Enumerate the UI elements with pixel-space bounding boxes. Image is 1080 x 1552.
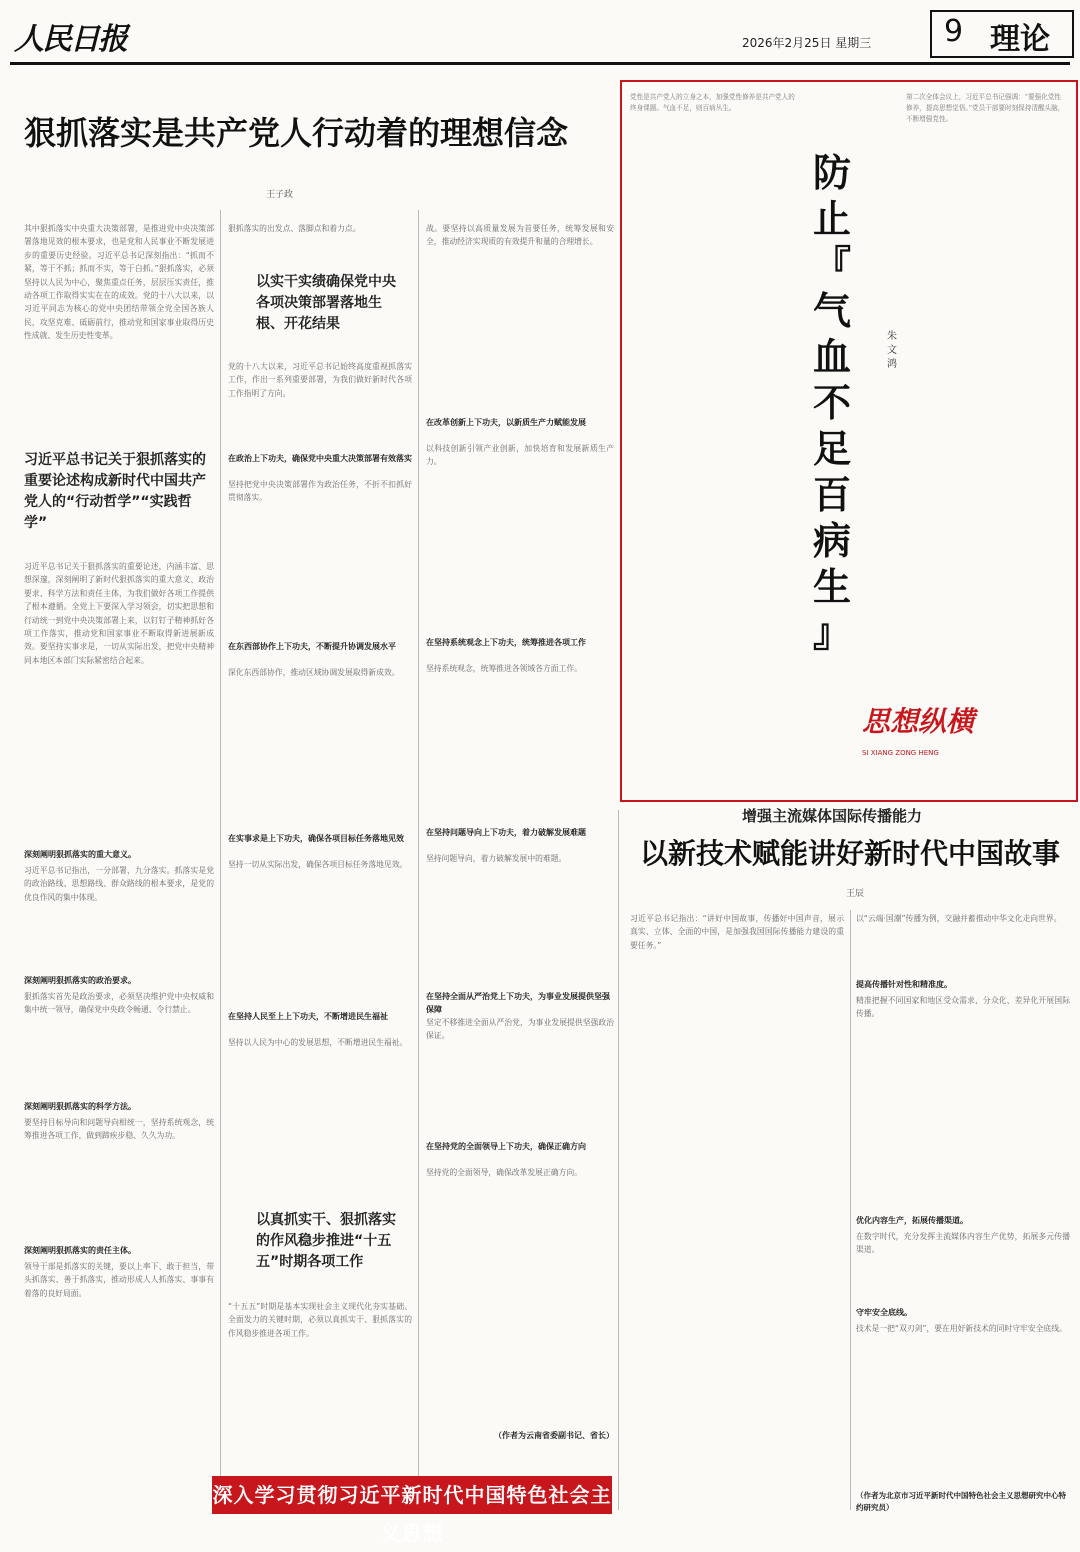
paragraph-head: 在政治上下功夫，确保党中央重大决策部署有效落实 bbox=[228, 454, 412, 463]
issue-date: 2026年2月25日 星期三 bbox=[742, 36, 872, 50]
main-article-body-block bbox=[24, 864, 214, 964]
lead-subhead: 以真抓实干、狠抓落实的作风稳步推进“十五五”时期各项工作 bbox=[256, 1212, 396, 1270]
title-char: 防 bbox=[812, 150, 851, 195]
title-char: 血 bbox=[812, 334, 851, 379]
title-char: 止 bbox=[812, 196, 851, 241]
body-text-filler: 坚持把党中央决策部署作为政治任务，不折不扣抓好贯彻落实。 bbox=[228, 480, 412, 503]
main-article-body-block bbox=[228, 1036, 412, 1186]
body-text-filler: 深化东西部协作，推动区域协调发展取得新成效。 bbox=[228, 668, 400, 677]
main-article-body-block bbox=[24, 560, 214, 840]
main-article-body-block bbox=[426, 852, 614, 982]
body-text-filler: 坚定不移推进全面从严治党，为事业发展提供坚强政治保证。 bbox=[426, 1018, 614, 1041]
body-text-filler: 以“云端·国潮”传播为例，交融并蓄推动中华文化走向世界。 bbox=[856, 914, 1062, 923]
main-article-body-block bbox=[228, 666, 412, 826]
newspaper-logo: 人民日报 bbox=[14, 22, 126, 57]
title-char: 不 bbox=[812, 380, 851, 425]
main-article-body-block bbox=[426, 442, 614, 632]
author-char: 朱 bbox=[887, 331, 897, 342]
masthead-rule bbox=[10, 62, 1070, 65]
body-text-filler: 习近平总书记关于狠抓落实的重要论述，内涵丰富、思想深邃，深刻阐明了新时代狠抓落实的重大意义、政治要求、科学方法和责任主体，为我们做好各项工作提供了根本遵循。全党上下要深入学习领会，切实把思想和行动统一到党中央决策部署上来，以钉钉子精神抓好各项工作落实，推动党和国家事业不断取得新进展新成效。要坚持实事求是，一切从实际出发，把党中央精神同本地区本部门实际紧密结合起来。 bbox=[24, 562, 214, 665]
title-char: 生 bbox=[812, 564, 851, 609]
body-text-filler: 第二次全体会议上，习近平总书记强调：“要强化党性修养，提高思想觉悟。”党员干部要时刻保持清醒头脑，不断增强党性。 bbox=[906, 93, 1065, 123]
paragraph-head: 深刻阐明狠抓落实的科学方法。 bbox=[24, 1102, 136, 1111]
column-article-body bbox=[906, 92, 1066, 692]
paragraph-head: 深刻阐明狠抓落实的重大意义。 bbox=[24, 850, 136, 859]
body-text-filler: 其中狠抓落实中央重大决策部署，是推进党中央决策部署落地见效的根本要求，也是党和人民事业不断发展进步的重要历史经验。习近平总书记深刻指出：“抓而不紧，等于不抓；抓而不实，等于白抓。”狠抓落实，必须坚持以人民为中心，聚焦重点任务，层层压实责任，推动各项工作取得实实在在的成效。党的十八大以来，以习近平同志为核心的党中央团结带领全党全国各族人民，攻坚克难、砥砺前行，推动党和国家事业取得历史性成就、发生历史性变革。 bbox=[24, 224, 214, 341]
paragraph-head: 在坚持党的全面领导上下功夫，确保正确方向 bbox=[426, 1142, 586, 1151]
second-article-title: 以新技术赋能讲好新时代中国故事 bbox=[639, 837, 1060, 870]
page-section-name: 理论 bbox=[990, 22, 1050, 57]
main-article-body-block bbox=[24, 1116, 214, 1232]
second-article-author: 王辰 bbox=[846, 889, 865, 899]
body-text-filler: 技术是一把“双刃剑”，要在用好新技术的同时守牢安全底线。 bbox=[856, 1324, 1067, 1333]
main-article-body-block bbox=[24, 1260, 214, 1510]
title-char: 』 bbox=[812, 610, 851, 655]
author-char: 鸿 bbox=[887, 359, 897, 370]
body-text-filler: 狠抓落实的出发点、落脚点和着力点。 bbox=[228, 224, 361, 233]
main-article-author: 王子政 bbox=[266, 190, 294, 200]
second-article-body bbox=[856, 1322, 1070, 1482]
main-article-body-block bbox=[24, 990, 214, 1090]
column-logo-text: 思想纵横 bbox=[862, 705, 975, 738]
paragraph-head: 深刻阐明狠抓落实的责任主体。 bbox=[24, 1246, 136, 1255]
paragraph-head: 在坚持人民至上上下功夫，不断增进民生福祉 bbox=[228, 1012, 388, 1021]
column-article-body bbox=[630, 92, 798, 706]
body-text-filler: 坚持问题导向，着力破解发展中的难题。 bbox=[426, 854, 567, 863]
main-article-body-block bbox=[24, 222, 214, 430]
second-article-kicker: 增强主流媒体国际传播能力 bbox=[742, 807, 923, 825]
paragraph-head: 深刻阐明狠抓落实的政治要求。 bbox=[24, 976, 136, 985]
masthead bbox=[0, 0, 1080, 62]
body-text-filler: 坚持一切从实际出发，确保各项目标任务落地见效。 bbox=[228, 860, 408, 869]
title-char: 病 bbox=[812, 518, 851, 563]
column-divider bbox=[220, 210, 221, 1510]
main-article-body-block bbox=[228, 222, 412, 252]
body-text-filler: “十五五”时期是基本实现社会主义现代化夯实基础、全面发力的关键时期，必须以真抓实干、狠抓落实的作风稳步推进各项工作。 bbox=[228, 1302, 412, 1338]
main-article-body-block bbox=[426, 1016, 614, 1136]
column-divider bbox=[850, 910, 851, 1510]
lead-subhead: 习近平总书记关于狠抓落实的重要论述构成新时代中国共产党人的“行动哲学”“实践哲学” bbox=[24, 452, 206, 531]
body-text-filler: 习近平总书记指出，一分部署，九分落实。抓落实是党的政治路线、思想路线、群众路线的根本要求，是党的优良作风的集中体现。 bbox=[24, 866, 214, 902]
second-article-body bbox=[856, 912, 1070, 972]
column-divider bbox=[618, 810, 619, 1510]
paragraph-head: 提高传播针对性和精准度。 bbox=[856, 980, 952, 989]
body-text-filler: 坚持系统观念，统筹推进各领域各方面工作。 bbox=[426, 664, 582, 673]
main-article-body-block bbox=[228, 360, 412, 450]
title-char: 百 bbox=[812, 472, 851, 517]
body-text-filler: 在数字时代，充分发挥主流媒体内容生产优势，拓展多元传播渠道。 bbox=[856, 1232, 1070, 1255]
paragraph-head: 在实事求是上下功夫，确保各项目标任务落地见效 bbox=[228, 834, 404, 843]
main-article-title: 狠抓落实是共产党人行动着的理想信念 bbox=[24, 114, 569, 152]
column-article-author bbox=[885, 330, 899, 372]
second-article-body bbox=[856, 994, 1070, 1204]
second-article-body bbox=[856, 1230, 1070, 1300]
body-text-filler: 要坚持目标导向和问题导向相统一，坚持系统观念，统筹推进各项工作，做到蹄疾步稳、久久为功。 bbox=[24, 1118, 214, 1141]
title-char: 足 bbox=[812, 426, 851, 471]
footer-banner: 深入学习贯彻习近平新时代中国特色社会主义思想 bbox=[212, 1476, 612, 1514]
main-article-body-block bbox=[426, 222, 614, 412]
column-logo-tag: SI XIANG ZONG HENG bbox=[862, 749, 939, 757]
title-char: 气 bbox=[812, 288, 851, 333]
body-text-filler: 习近平总书记指出：“讲好中国故事，传播好中国声音，展示真实、立体、全面的中国，是加强我国国际传播能力建设的重要任务。” bbox=[630, 914, 844, 950]
column-divider bbox=[418, 210, 419, 1510]
paragraph-head: 守牢安全底线。 bbox=[856, 1308, 912, 1317]
body-text-filler: 以科技创新引领产业创新，加快培育和发展新质生产力。 bbox=[426, 444, 614, 467]
body-text-filler: 精准把握不同国家和地区受众需求，分众化、差异化开展国际传播。 bbox=[856, 996, 1070, 1019]
paragraph-head: 在东西部协作上下功夫，不断提升协调发展水平 bbox=[228, 642, 396, 651]
paragraph-head: 优化内容生产，拓展传播渠道。 bbox=[856, 1216, 968, 1225]
main-article-body-block bbox=[426, 1166, 614, 1426]
main-article-body-block bbox=[426, 662, 614, 812]
paragraph-head: 在坚持问题导向上下功夫，着力破解发展难题 bbox=[426, 828, 586, 837]
lead-subhead: 以实干实绩确保党中央各项决策部署落地生根、开花结果 bbox=[256, 274, 396, 332]
main-article-body-block bbox=[228, 478, 412, 638]
column-article-title bbox=[806, 150, 858, 656]
title-char: 『 bbox=[812, 242, 851, 287]
column-logo bbox=[862, 700, 1032, 757]
body-text-filler: 狠抓落实首先是政治要求，必须坚决维护党中央权威和集中统一领导，确保党中央政令畅通、令行禁止。 bbox=[24, 992, 214, 1015]
body-text-filler: 党的十八大以来，习近平总书记始终高度重视抓落实工作，作出一系列重要部署，为我们做好新时代各项工作指明了方向。 bbox=[228, 362, 412, 398]
second-article-author-note: （作者为北京市习近平新时代中国特色社会主义思想研究中心特约研究员） bbox=[856, 1491, 1066, 1512]
paragraph-head: 在坚持系统观念上下功夫，统筹推进各项工作 bbox=[426, 638, 586, 647]
paragraph-head: 在坚持全面从严治党上下功夫，为事业发展提供坚强保障 bbox=[426, 992, 610, 1014]
main-article-body-block bbox=[228, 858, 412, 1008]
body-text-filler: 坚持以人民为中心的发展思想，不断增进民生福祉。 bbox=[228, 1038, 408, 1047]
second-article-body bbox=[630, 912, 844, 1472]
page-number: 9 bbox=[944, 14, 964, 49]
body-text-filler: 战。要坚持以高质量发展为首要任务，统筹发展和安全，推动经济实现质的有效提升和量的合理增长。 bbox=[426, 224, 614, 247]
body-text-filler: 领导干部是抓落实的关键，要以上率下、敢于担当，带头抓落实、善于抓落实，推动形成人人抓落实、事事有着落的良好局面。 bbox=[24, 1262, 214, 1298]
body-text-filler: 坚持党的全面领导，确保改革发展正确方向。 bbox=[426, 1168, 582, 1177]
paragraph-head: 在改革创新上下功夫，以新质生产力赋能发展 bbox=[426, 418, 586, 427]
main-article-author-note: （作者为云南省委副书记、省长） bbox=[494, 1431, 614, 1440]
body-text-filler: 党性是共产党人的立身之本，加强党性修养是共产党人的终身课题。气血不足，则百病丛生。 bbox=[630, 93, 795, 112]
author-char: 文 bbox=[887, 345, 897, 356]
